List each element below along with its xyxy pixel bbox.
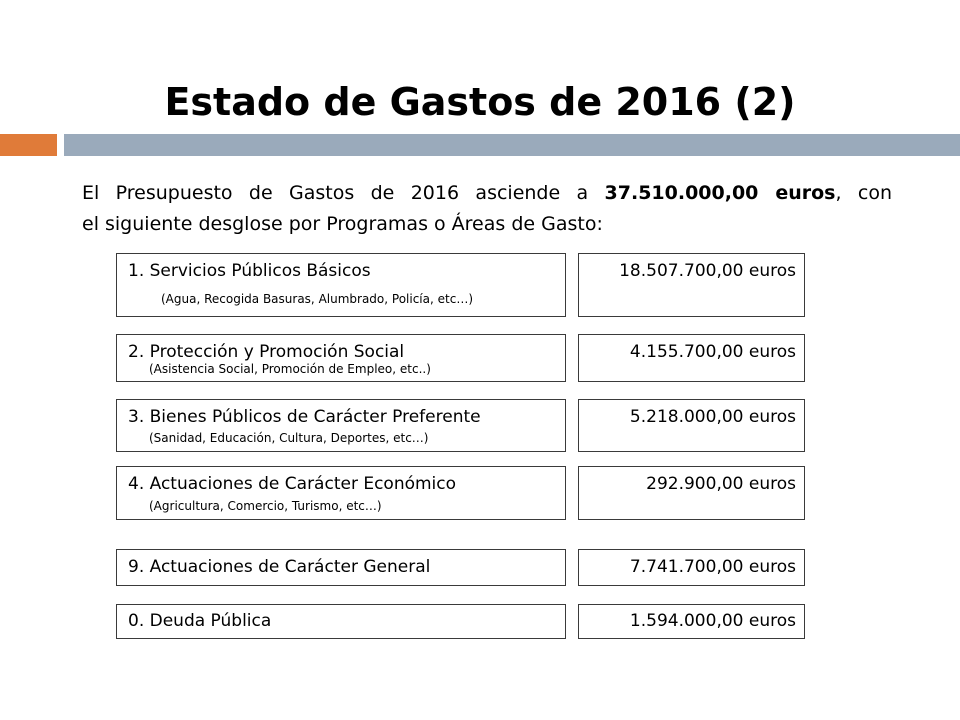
program-2-sublabel: (Asistencia Social, Promoción de Empleo, etc..) xyxy=(149,362,431,376)
title-underline-bar xyxy=(64,134,960,156)
program-0-amount: 1.594.000,00 euros xyxy=(629,611,796,631)
program-1-label: 1. Servicios Públicos Básicos xyxy=(128,261,371,281)
program-9-amount: 7.741.700,00 euros xyxy=(629,557,796,577)
program-4-sublabel: (Agricultura, Comercio, Turismo, etc…) xyxy=(149,499,382,513)
intro-line-2: el siguiente desglose por Programas o Áreas de Gasto: xyxy=(82,213,603,235)
intro-text-after: , con xyxy=(835,182,892,204)
budget-total: 37.510.000,00 euros xyxy=(604,182,836,204)
program-3-amount-box xyxy=(578,399,805,452)
program-9-label-box xyxy=(116,549,566,586)
program-2-label: 2. Protección y Promoción Social xyxy=(128,342,405,362)
intro-paragraph xyxy=(82,178,892,240)
program-4-label-box xyxy=(116,466,566,520)
program-2-amount: 4.155.700,00 euros xyxy=(629,342,796,362)
program-2-label-box xyxy=(116,334,566,382)
program-9-label: 9. Actuaciones de Carácter General xyxy=(128,557,431,577)
program-4-amount-box xyxy=(578,466,805,520)
program-3-label-box xyxy=(116,399,566,452)
program-4-amount: 292.900,00 euros xyxy=(646,474,796,494)
program-9-amount-box xyxy=(578,549,805,586)
program-4-label: 4. Actuaciones de Carácter Económico xyxy=(128,474,457,494)
program-2-amount-box xyxy=(578,334,805,382)
program-1-amount: 18.507.700,00 euros xyxy=(619,261,796,281)
program-3-sublabel: (Sanidad, Educación, Cultura, Deportes, etc…) xyxy=(149,431,429,445)
program-1-sublabel: (Agua, Recogida Basuras, Alumbrado, Policía, etc…) xyxy=(161,292,473,306)
intro-text-before: El Presupuesto de Gastos de 2016 asciende a xyxy=(82,182,605,204)
accent-bar xyxy=(0,134,57,156)
program-0-label: 0. Deuda Pública xyxy=(128,611,272,631)
program-3-amount: 5.218.000,00 euros xyxy=(629,407,796,427)
program-3-label: 3. Bienes Públicos de Carácter Preferente xyxy=(128,407,481,427)
program-0-label-box xyxy=(116,604,566,639)
program-1-amount-box xyxy=(578,253,805,317)
program-1-label-box xyxy=(116,253,566,317)
program-0-amount-box xyxy=(578,604,805,639)
intro-line-1 xyxy=(82,178,892,209)
slide-title: Estado de Gastos de 2016 (2) xyxy=(164,80,796,124)
